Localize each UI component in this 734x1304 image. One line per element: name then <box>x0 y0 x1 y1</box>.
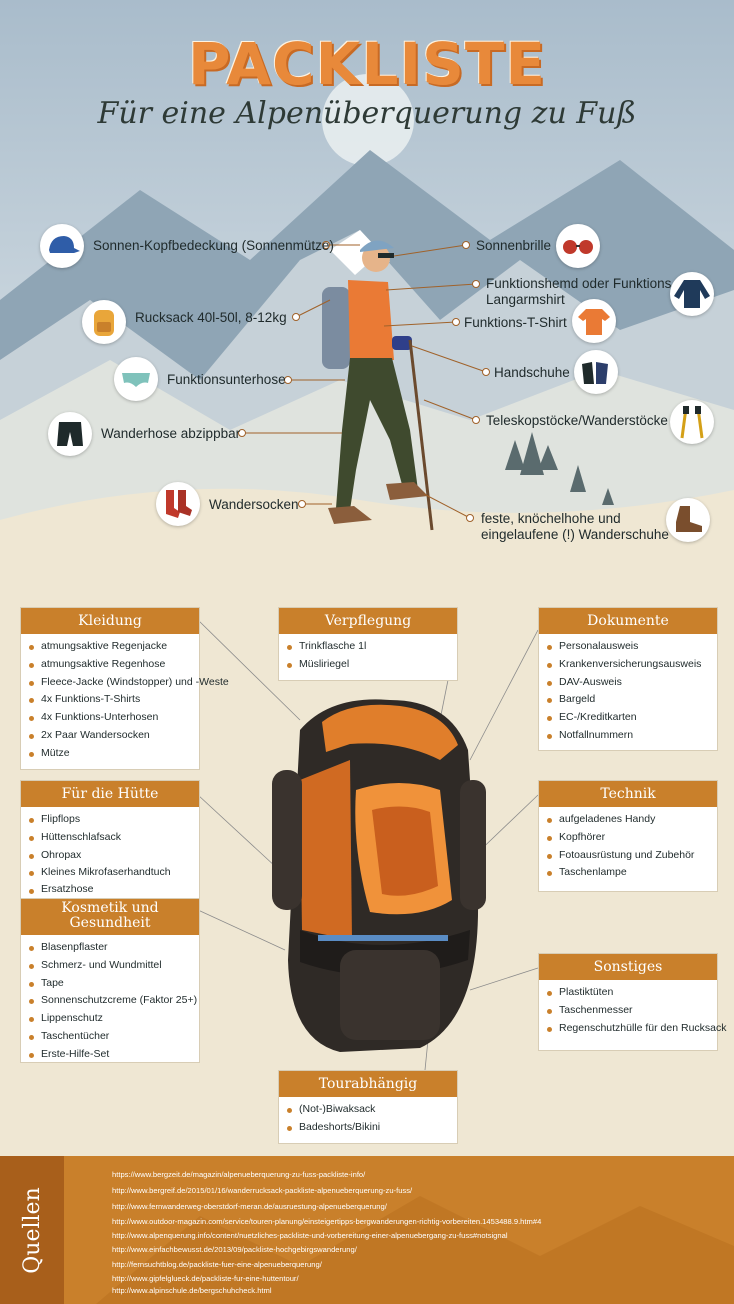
list-item: Ersatzhose <box>29 882 199 896</box>
category-title: Für die Hütte <box>21 781 199 807</box>
category-kosmetik <box>20 898 200 1063</box>
category-sonstiges <box>538 953 727 1051</box>
list-item: 2x Paar Wandersocken <box>29 727 199 745</box>
list-item: aufgeladenes Handy <box>547 811 717 829</box>
boot-icon <box>666 498 710 542</box>
list-item: Fotoausrüstung und Zubehör <box>547 847 717 865</box>
list-item: Kopfhörer <box>547 829 717 847</box>
source-link[interactable]: http://www.alpenquerung.info/content/nuetzliches-packliste-und-vorbereitung-einer-alpenuebergang-zu-fuss#notsignal <box>112 1231 508 1240</box>
shorts-icon <box>48 412 92 456</box>
list-item: Trinkflasche 1l <box>287 638 457 656</box>
sources-footer <box>0 1156 734 1304</box>
category-title: Dokumente <box>539 608 717 634</box>
hiker-item-shorts: Wanderhose abzippbar <box>101 426 241 441</box>
hiker-item-socks: Wandersocken <box>209 497 299 512</box>
source-link[interactable]: http://www.bergreif.de/2015/01/16/wanderrucksack-packliste-alpenueberquerung-zu-fuss/ <box>112 1186 413 1195</box>
list-item: Taschentücher <box>29 1028 199 1046</box>
list-item: Blasenpflaster <box>29 939 199 957</box>
category-tourabhaengig <box>278 1070 458 1144</box>
sources-title: Quellen <box>19 1186 45 1274</box>
hiker-item-tshirt: Funktions-T-Shirt <box>464 315 567 330</box>
footer-mountains <box>0 1156 734 1304</box>
category-huette <box>20 780 200 902</box>
list-item: Plastiktüten <box>547 984 717 1002</box>
list-item: Erste-Hilfe-Set <box>29 1046 199 1064</box>
hiker-item-longsleeve: Funktionshemd oder Funktions Langarmshirt <box>486 276 672 307</box>
category-title: Kleidung <box>21 608 199 634</box>
category-title: Sonstiges <box>539 954 717 980</box>
list-item: Notfallnummern <box>547 727 717 745</box>
hiker-item-boots: feste, knöchelhohe und eingelaufene (!) Wanderschuhe <box>481 511 669 542</box>
category-dokumente <box>538 607 718 751</box>
source-link[interactable]: https://www.bergzeit.de/magazin/alpenueberquerung-zu-fuss-packliste-info/ <box>112 1170 366 1179</box>
list-item: Badeshorts/Bikini <box>287 1119 457 1137</box>
hiker-item-backpack: Rucksack 40l-50l, 8-12kg <box>135 310 287 325</box>
source-link[interactable]: http://www.alpinschule.de/bergschuhcheck.html <box>112 1286 272 1295</box>
source-link[interactable]: http://www.einfachbewusst.de/2013/09/packliste-hochgebirgswanderung/ <box>112 1245 357 1254</box>
cap-icon <box>40 224 84 268</box>
category-title: Kosmetik und Gesundheit <box>21 899 199 935</box>
socks-icon <box>156 482 200 526</box>
list-item: Ohropax <box>29 847 199 865</box>
category-kleidung <box>20 607 229 770</box>
list-item: Tape <box>29 975 199 993</box>
list-item: EC-/Kreditkarten <box>547 709 717 727</box>
backpack-icon <box>82 300 126 344</box>
source-link[interactable]: http://www.outdoor-magazin.com/service/touren-planung/einsteigertipps-bergwanderungen-richtig-vorbereiten.1453488.9.htm#4 <box>112 1217 542 1226</box>
hiker-item-sunglasses: Sonnenbrille <box>476 238 552 253</box>
list-item: Personalausweis <box>547 638 717 656</box>
category-title: Verpflegung <box>279 608 457 634</box>
source-link[interactable]: http://www.gipfelglueck.de/packliste-fur-eine-huttentour/ <box>112 1274 299 1283</box>
underwear-icon <box>114 357 158 401</box>
list-item: Hüttenschlafsack <box>29 829 199 847</box>
list-item: Flipflops <box>29 811 199 829</box>
trekking-poles-icon <box>670 400 714 444</box>
list-item: 4x Funktions-T-Shirts <box>29 691 199 709</box>
longsleeve-shirt-icon <box>670 272 714 316</box>
list-item: Mütze <box>29 745 199 763</box>
list-item: Fleece-Jacke (Windstopper) und -Weste <box>29 674 199 692</box>
category-verpflegung <box>278 607 458 681</box>
list-item: atmungsaktive Regenjacke <box>29 638 199 656</box>
source-link[interactable]: http://www.fernwanderweg-oberstdorf-meran.de/ausruestung-alpenueberquerung/ <box>112 1202 387 1211</box>
sunglasses-icon <box>556 224 600 268</box>
category-title: Tourabhängig <box>279 1071 457 1097</box>
category-title: Technik <box>539 781 717 807</box>
list-item: atmungsaktive Regenhose <box>29 656 199 674</box>
hiker-item-cap: Sonnen-Kopfbedeckung (Sonnenmütze) <box>93 238 334 253</box>
hiker-item-gloves: Handschuhe <box>494 365 570 380</box>
tshirt-icon <box>572 299 616 343</box>
list-item: Sonnenschutzcreme (Faktor 25+) <box>29 992 199 1010</box>
hiker-item-poles: Teleskopstöcke/Wanderstöcke <box>486 413 668 428</box>
list-item: Bargeld <box>547 691 717 709</box>
page-title: PACKLISTE <box>187 30 547 98</box>
list-item: Kleines Mikrofaserhandtuch <box>29 864 199 882</box>
list-item: Müsliriegel <box>287 656 457 674</box>
list-item: Taschenmesser <box>547 1002 717 1020</box>
list-item: (Not-)Biwaksack <box>287 1101 457 1119</box>
category-technik <box>538 780 718 892</box>
list-item: Krankenversicherungsausweis <box>547 656 717 674</box>
source-link[interactable]: http://fernsuchtblog.de/packliste-fuer-eine-alpenueberquerung/ <box>112 1260 322 1269</box>
list-item: DAV-Ausweis <box>547 674 717 692</box>
hiker-item-underwear: Funktionsunterhose <box>167 372 286 387</box>
gloves-icon <box>574 350 618 394</box>
page-subtitle: Für eine Alpenüberquerung zu Fuß <box>97 96 637 131</box>
list-item: Schmerz- und Wundmittel <box>29 957 199 975</box>
list-item: Regenschutzhülle für den Rucksack <box>547 1020 717 1038</box>
list-item: 4x Funktions-Unterhosen <box>29 709 199 727</box>
list-item: Lippenschutz <box>29 1010 199 1028</box>
list-item: Taschenlampe <box>547 864 717 882</box>
